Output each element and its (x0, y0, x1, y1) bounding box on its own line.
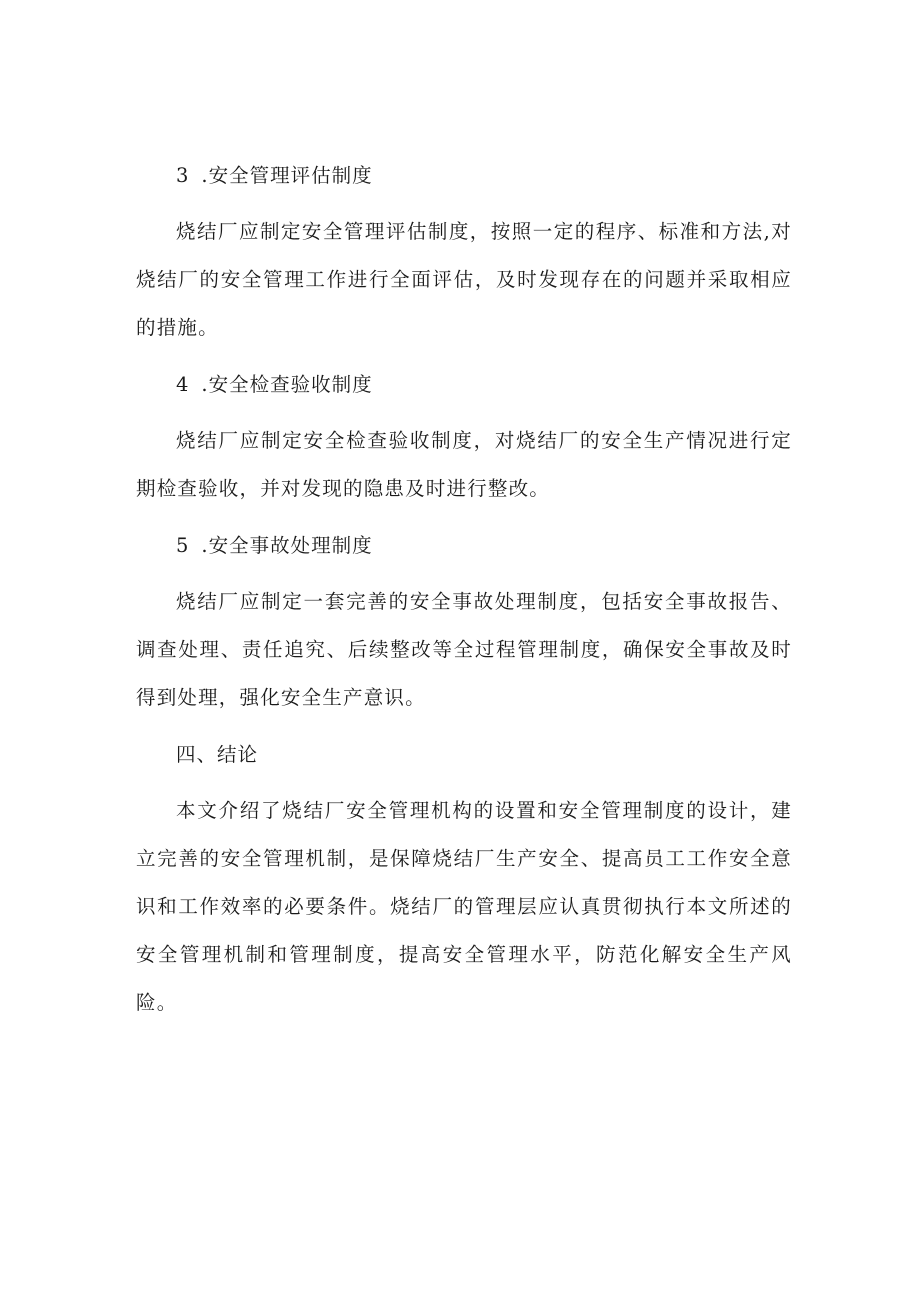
section-heading-4 (136, 365, 792, 405)
section-title: .安全检查验收制度 (201, 373, 373, 396)
section-heading-3 (136, 156, 792, 196)
section-heading-5 (136, 526, 792, 566)
conclusion-heading (136, 735, 792, 775)
section-body-5: 烧结厂应制定一套完善的安全事故处理制度，包括安全事故报告、调查处理、责任追究、后续整改等全过程管理制度，确保安全事故及时得到处理，强化安全生产意识。 (136, 590, 792, 709)
section-body-4: 烧结厂应制定安全检查验收制度，对烧结厂的安全生产情况进行定期检查验收，并对发现的隐患及时进行整改。 (136, 429, 792, 500)
section-body-3: 烧结厂应制定安全管理评估制度，按照一定的程序、标准和方法,对烧结厂的安全管理工作进行全面评估，及时发现存在的问题并采取相应的措施。 (136, 220, 792, 339)
conclusion-body: 本文介绍了烧结厂安全管理机构的设置和安全管理制度的设计，建立完善的安全管理机制，是保障烧结厂生产安全、提高员工工作安全意识和工作效率的必要条件。烧结厂的管理层应认真贯彻执行本文所述的安全管理机制和管理制度，提高安全管理水平，防范化解安全生产风险。 (136, 799, 792, 1014)
conclusion-title: 四、结论 (176, 743, 259, 766)
section-number: 5 (176, 534, 190, 557)
section-number: 4 (176, 373, 190, 396)
section-number: 3 (176, 164, 190, 187)
section-title: .安全管理评估制度 (201, 164, 373, 187)
document-content (136, 156, 792, 1040)
section-title: .安全事故处理制度 (201, 534, 373, 557)
